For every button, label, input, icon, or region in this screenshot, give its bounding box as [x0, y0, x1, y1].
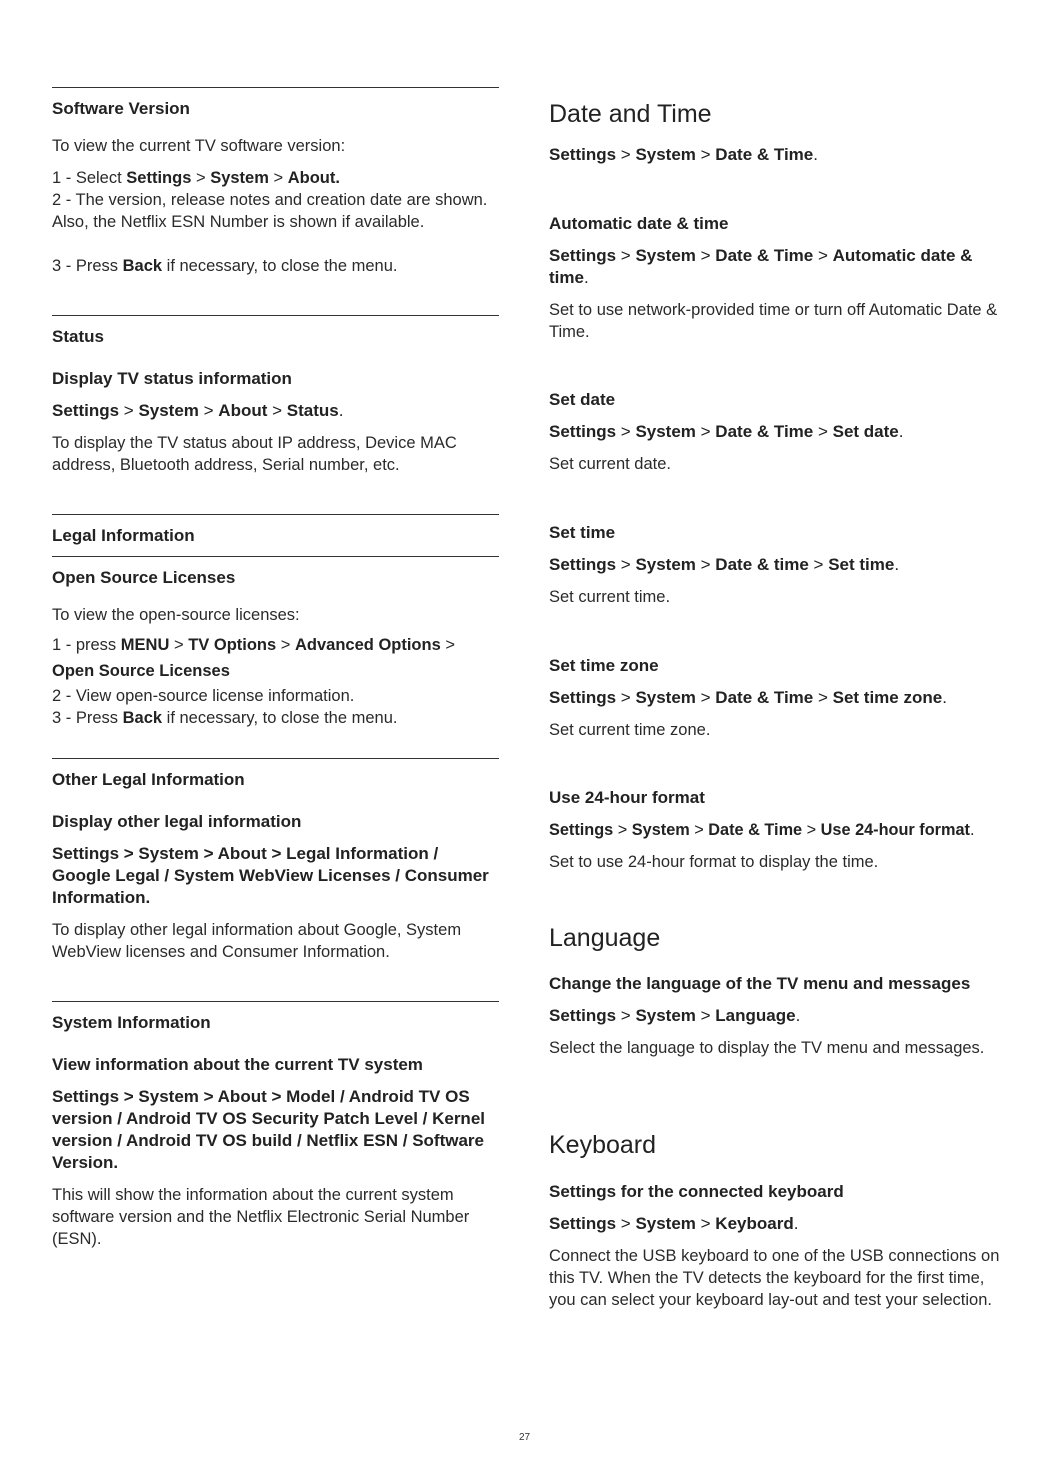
system-info-path: Settings > System > About > Model / Android TV OS version / Android TV OS Security Patch Level / Kernel version / Android TV OS build / Netflix ESN / Software Version. [52, 1087, 485, 1172]
software-version-step2: 2 - The version, release notes and creation date are shown. Also, the Netflix ESN Number is shown if available. [52, 191, 488, 231]
software-version-step1: 1 - Select Settings > System > About. [52, 169, 340, 187]
system-info-desc: This will show the information about the current system software version and the Netflix Electronic Serial Number (ESN). [52, 1186, 470, 1248]
keyboard-desc: Connect the USB keyboard to one of the USB connections on this TV. When the TV detects the keyboard for the first time, you can select your keyboard lay-out and test your selection. [549, 1247, 1000, 1309]
system-info-title: System Information [52, 1013, 211, 1032]
other-legal-subtitle: Display other legal information [52, 812, 302, 831]
status-subtitle: Display TV status information [52, 369, 292, 388]
other-legal-desc: To display other legal information about Google, System WebView licenses and Consumer Information. [52, 921, 462, 961]
section-divider [52, 1001, 499, 1002]
status-desc: To display the TV status about IP address, Device MAC address, Bluetooth address, Serial number, etc. [52, 434, 457, 474]
format24-path: Settings > System > Date & Time > Use 24-hour format. [549, 821, 975, 839]
software-version-intro: To view the current TV software version: [52, 137, 346, 155]
legal-subtitle: Open Source Licenses [52, 568, 236, 587]
page-number: 27 [518, 1432, 531, 1443]
set-date-desc: Set current date. [549, 455, 671, 473]
other-legal-title: Other Legal Information [52, 770, 245, 789]
automatic-date-time-path: Settings > System > Date & Time > Automatic date & time. [549, 246, 973, 287]
automatic-date-time-title: Automatic date & time [549, 214, 729, 233]
set-date-path: Settings > System > Date & Time > Set date. [549, 422, 904, 441]
language-subtitle: Change the language of the TV menu and messages [549, 974, 971, 993]
date-time-heading: Date and Time [549, 100, 712, 128]
section-divider [52, 315, 499, 316]
legal-title: Legal Information [52, 526, 195, 545]
automatic-date-time-desc: Set to use network-provided time or turn off Automatic Date & Time. [549, 301, 998, 341]
section-divider [52, 556, 499, 557]
section-divider [52, 758, 499, 759]
set-time-zone-title: Set time zone [549, 656, 659, 675]
set-date-title: Set date [549, 390, 616, 409]
set-time-desc: Set current time. [549, 588, 671, 606]
format24-desc: Set to use 24-hour format to display the time. [549, 853, 879, 871]
set-time-zone-desc: Set current time zone. [549, 721, 711, 739]
keyboard-subtitle: Settings for the connected keyboard [549, 1182, 844, 1201]
other-legal-path: Settings > System > About > Legal Information / Google Legal / System WebView Licenses / Consumer Information. [52, 844, 489, 907]
keyboard-heading: Keyboard [549, 1131, 657, 1159]
keyboard-path: Settings > System > Keyboard. [549, 1214, 799, 1233]
status-title: Status [52, 327, 104, 346]
set-time-zone-path: Settings > System > Date & Time > Set time zone. [549, 688, 947, 707]
set-time-path: Settings > System > Date & time > Set time. [549, 555, 900, 574]
legal-step1: 1 - press MENU > TV Options > Advanced Options > Open Source Licenses [52, 636, 456, 680]
system-info-subtitle: View information about the current TV system [52, 1055, 423, 1074]
set-time-title: Set time [549, 523, 616, 542]
date-time-path: Settings > System > Date & Time. [549, 145, 818, 164]
format24-title: Use 24-hour format [549, 788, 705, 807]
language-desc: Select the language to display the TV menu and messages. [549, 1039, 985, 1057]
language-heading: Language [549, 924, 661, 952]
legal-intro: To view the open-source licenses: [52, 606, 300, 624]
language-path: Settings > System > Language. [549, 1006, 801, 1025]
legal-step2: 2 - View open-source license information. [52, 687, 355, 705]
status-path: Settings > System > About > Status. [52, 401, 344, 420]
legal-step3: 3 - Press Back if necessary, to close the menu. [52, 709, 398, 727]
section-divider [52, 87, 499, 88]
section-divider [52, 514, 499, 515]
software-version-title: Software Version [52, 99, 190, 118]
software-version-step3: 3 - Press Back if necessary, to close the menu. [52, 257, 398, 275]
